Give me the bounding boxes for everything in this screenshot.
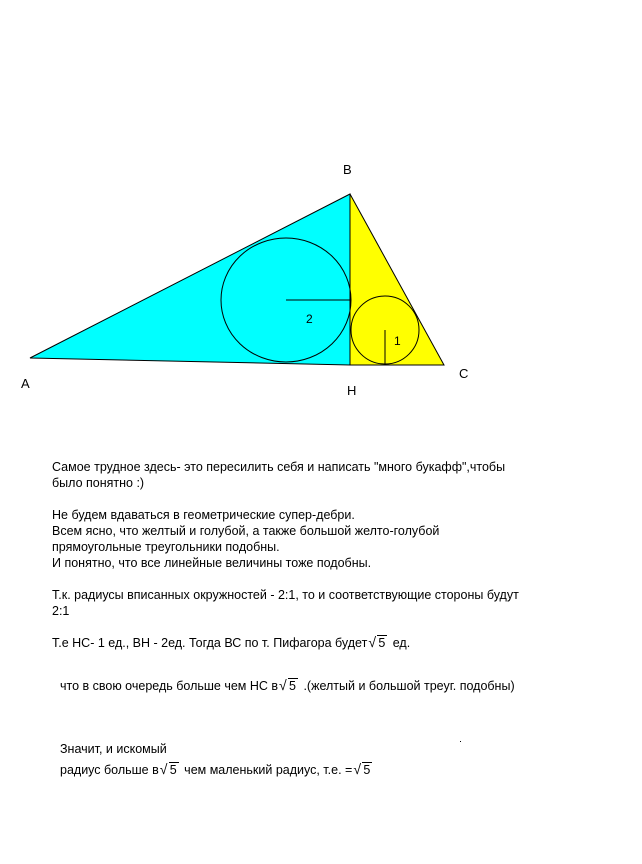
text-p6-radicand: 5 [169, 763, 177, 777]
text-p3-line1: Т.к. радиусы вписанных окружностей - 2:1, то и соответствующие стороны будут [52, 588, 519, 602]
text-p4-after: ед. [389, 636, 411, 650]
sqrt-sign: √ 5 [353, 761, 371, 777]
vertex-label-h: H [347, 383, 357, 398]
text-p4-before: Т.е НС- 1 ед., ВН - 2ед. Тогда ВС по т. Пифагора будет [52, 636, 368, 650]
text-p1-line2: было понятно :) [52, 476, 145, 490]
text-p5-after: .(желтый и большой треуг. подобны) [299, 679, 515, 693]
vertex-label-b: B [343, 162, 352, 177]
small-radius-label: 1 [394, 334, 401, 348]
text-p2-line4: И понятно, что все линейные величины тоже подобны. [52, 556, 372, 570]
text-p4-line [52, 635, 410, 651]
text-p5-radicand: 5 [289, 679, 296, 693]
text-p5-line [60, 678, 515, 694]
text-p1-line1: Самое трудное здесь- это пересилить себя и написать "много букафф",чтобы [52, 460, 506, 474]
text-p2-line2: Всем ясно, что желтый и голубой, а также большой желто-голубой [52, 524, 440, 538]
text-p6-radicand2: 5 [363, 763, 371, 777]
vertex-label-c: C [459, 366, 469, 381]
large-radius-label: 2 [306, 312, 313, 326]
cyan-triangle-abh [30, 194, 350, 365]
text-p4-radicand: 5 [378, 636, 386, 650]
text-p3-line2: 2:1 [52, 604, 70, 618]
sqrt-sign: √ 5 [159, 761, 177, 777]
text-p2-line3: прямоугольные треугольники подобны. [52, 540, 280, 554]
text-p5-before: что в свою очередь больше чем НС в [60, 679, 279, 693]
text-p6-line2 [60, 762, 374, 778]
sqrt-sign: √ 5 [279, 677, 296, 693]
text-p6-before: радиус больше в [60, 763, 159, 777]
stray-dot [460, 741, 461, 742]
text-p6-line1: Значит, и искомый [60, 742, 167, 756]
sqrt-sign: √ 5 [368, 634, 386, 650]
vertex-label-a: A [21, 376, 30, 391]
text-p6-mid: чем маленький радиус, т.е. = [180, 763, 353, 777]
text-p2-line1: Не будем вдаваться в геометрические супер-дебри. [52, 508, 355, 522]
